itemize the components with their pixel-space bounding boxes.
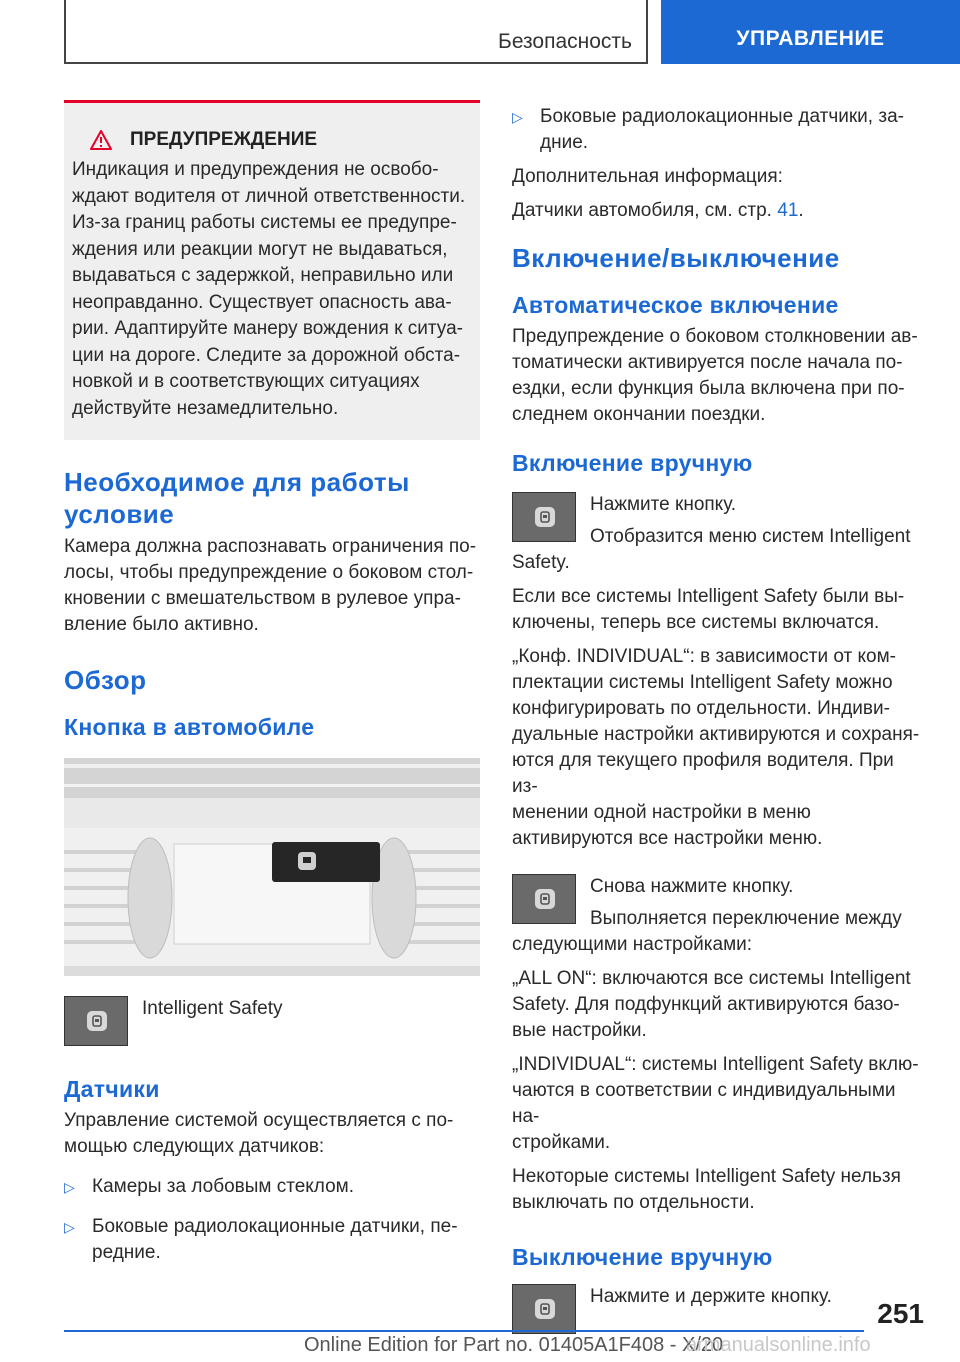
dashboard-photo	[64, 758, 480, 976]
chapter-tab[interactable]: УПРАВЛЕНИЕ	[661, 0, 960, 64]
individual-line: „INDIVIDUAL“: системы Intelligent Safety вклю-	[512, 1054, 919, 1075]
sensors-reference: Датчики автомобиля, см. стр. 41.	[512, 200, 804, 221]
watermark-text: armanualsonline.info	[686, 1334, 871, 1356]
if-all-line: Если все системы Intelligent Safety были вы-	[512, 586, 905, 607]
warning-line: выдаваться с задержкой, неправильно или	[72, 265, 454, 286]
konf-line: дуальные настройки активируются и сохраня-	[512, 724, 920, 745]
konf-line: конфигурировать по отдельности. Индиви-	[512, 698, 890, 719]
list-item: ▷ Боковые радиолокационные датчики, за- дние.	[512, 104, 924, 156]
press-hold-row	[512, 1284, 924, 1334]
sensors-line: мощью следующих датчиков:	[64, 1136, 325, 1157]
condition-line: лосы, чтобы предупреждение о боковом стол-	[64, 562, 474, 583]
heading-on-off: Включение/выключение	[512, 243, 840, 273]
heading-overview: Обзор	[64, 665, 147, 695]
individual-line: стройками.	[512, 1132, 611, 1153]
more-info-label: Дополнительная информация:	[512, 166, 783, 187]
header-box	[64, 0, 648, 64]
auto-line: Предупреждение о боковом столкновении ав-	[512, 326, 918, 347]
some-systems-line: Некоторые системы Intelligent Safety нельзя	[512, 1166, 901, 1187]
list-item: ▷ Боковые радиолокационные датчики, пе- редние.	[64, 1214, 480, 1266]
switch-line: Выполняется переключение между	[590, 908, 902, 929]
warning-line: ждения или реакции могут не выдаваться,	[72, 238, 448, 260]
intelligent-safety-button-icon	[512, 492, 576, 542]
condition-line: кновении с вмешательством в рулевое упра-	[64, 588, 461, 609]
warning-line: Из-за границ работы системы ее предупре-	[72, 212, 457, 233]
warning-triangle-icon	[90, 130, 112, 150]
auto-line: томатически активируется после начала по-	[512, 352, 903, 373]
warning-title: ПРЕДУПРЕЖДЕНИЕ	[130, 129, 318, 150]
menu-shown-line: Safety.	[512, 552, 570, 573]
list-item: ▷ Камеры за лобовым стеклом.	[64, 1174, 480, 1200]
bullet-triangle-icon: ▷	[64, 1179, 75, 1195]
auto-line: следнем окончании поездки.	[512, 404, 766, 425]
intelligent-safety-button-icon	[512, 1284, 576, 1334]
menu-shown-line: Отобразится меню систем Intelligent	[590, 526, 911, 547]
bullet-triangle-icon: ▷	[512, 109, 523, 125]
footer-divider	[64, 1330, 864, 1332]
heading-manual-on: Включение вручную	[512, 450, 753, 476]
heading-button-in-car: Кнопка в автомобиле	[64, 714, 315, 740]
konf-line: „Конф. INDIVIDUAL“: в зависимости от ком-	[512, 646, 896, 667]
button-caption-row	[64, 996, 480, 1046]
edition-text: Online Edition for Part no. 01405A1F408 - X/20	[304, 1334, 724, 1356]
warning-box	[64, 100, 480, 440]
konf-line: менении одной настройки в меню	[512, 802, 811, 823]
section-title: Безопасность	[498, 30, 632, 53]
konf-line: плектации системы Intelligent Safety можно	[512, 672, 893, 693]
intelligent-safety-button-icon	[512, 874, 576, 924]
warning-line: Индикация и предупреждения не освобо-	[72, 159, 439, 180]
allon-line: „ALL ON“: включаются все системы Intelligent	[512, 968, 911, 989]
individual-line: чаются в соответствии с индивидуальными на-	[512, 1080, 896, 1127]
press-again-row	[512, 874, 924, 932]
press-instruction: Нажмите кнопку.	[590, 494, 737, 515]
allon-line: вые настройки.	[512, 1020, 647, 1041]
dashboard-vents-illustration	[64, 758, 480, 976]
button-caption: Intelligent Safety	[142, 998, 283, 1019]
allon-line: Safety. Для подфункций активируются базо-	[512, 994, 900, 1015]
heading-condition: Необходимое для работы условие	[64, 467, 410, 529]
warning-line: действуйте незамедлительно.	[72, 397, 339, 419]
condition-line: вление было активно.	[64, 614, 259, 635]
warning-line: рии. Адаптируйте манеру вождения к ситуа-	[72, 318, 463, 339]
warning-line: ждают водителя от личной ответственности.	[72, 185, 466, 207]
press-hold-instruction: Нажмите и держите кнопку.	[590, 1286, 832, 1307]
press-button-row	[512, 492, 924, 550]
auto-line: ездки, если функция была включена при по-	[512, 378, 905, 399]
heading-sensors: Датчики	[64, 1076, 160, 1102]
bullet-triangle-icon: ▷	[64, 1219, 75, 1235]
heading-auto-on: Автоматическое включение	[512, 292, 839, 318]
heading-manual-off: Выключение вручную	[512, 1244, 773, 1270]
press-again-instruction: Снова нажмите кнопку.	[590, 876, 794, 897]
warning-line: неоправданно. Существует опасность ава-	[72, 291, 452, 313]
warning-line: новкой и в соответствующих ситуациях	[72, 371, 420, 392]
intelligent-safety-button-icon	[64, 996, 128, 1046]
sensors-line: Управление системой осуществляется с по-	[64, 1110, 454, 1131]
konf-line: ются для текущего профиля водителя. При из-	[512, 750, 894, 797]
switch-line: следующими настройками:	[512, 934, 753, 955]
page-number: 251	[877, 1298, 924, 1329]
warning-line: ции на дороге. Следите за дорожной обста-	[72, 344, 461, 366]
page-link[interactable]: 41	[777, 200, 799, 221]
right-column	[512, 100, 924, 1334]
konf-line: активируются все настройки меню.	[512, 828, 823, 849]
some-systems-line: выключать по отдельности.	[512, 1192, 755, 1213]
condition-line: Камера должна распознавать ограничения по-	[64, 536, 477, 557]
if-all-line: ключены, теперь все системы включатся.	[512, 612, 880, 633]
left-column	[64, 100, 480, 1266]
